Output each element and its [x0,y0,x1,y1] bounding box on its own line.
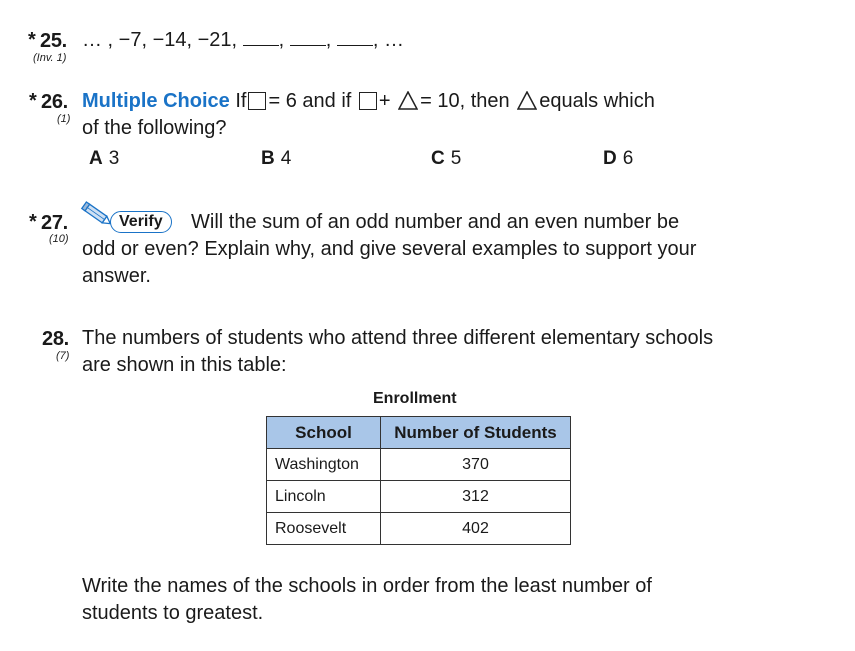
choice-value: 6 [622,148,634,169]
choice-letter: D [603,148,617,169]
square-shape [359,92,377,110]
problem-28-followup-line-2: students to greatest. [82,602,264,624]
problem-25-reference: (Inv. 1) [33,52,67,64]
answer-blank-3[interactable] [337,27,373,46]
sequence-ellipsis: … [384,29,405,51]
problem-25-sequence [82,27,404,54]
problem-25-number: 25. [40,30,67,52]
table-row [267,481,571,513]
header-school: School [267,417,381,449]
choice-b[interactable] [261,148,291,170]
problem-26-reference: (1) [57,113,71,125]
choice-c[interactable] [431,148,461,170]
choice-letter: B [261,148,275,169]
student-count: 312 [381,481,571,513]
triangle-shape [398,91,418,110]
school-name: Washington [267,449,381,481]
verify-badge: Verify [110,211,172,233]
problem-28-line-2: are shown in this table: [82,354,287,376]
school-name: Lincoln [267,481,381,513]
blank-separator: , [372,29,379,51]
choice-a[interactable] [89,148,119,170]
text-if: If [235,90,247,112]
triangle-shape [517,91,537,110]
school-name: Roosevelt [267,513,381,545]
problem-25-star: * [28,29,36,51]
header-number-of-students: Number of Students [381,417,571,449]
problem-27-line-3: answer. [82,265,151,287]
blank-separator: , [278,29,285,51]
problem-26-line-1 [82,88,655,115]
sequence-start: … , −7, −14, −21, [82,29,238,51]
choice-value: 3 [108,148,120,169]
text-plus: + [378,90,391,112]
problem-28-followup-line-1: Write the names of the schools in order from the least number of [82,575,652,597]
choice-value: 4 [280,148,292,169]
student-count: 402 [381,513,571,545]
text-equals-6: = 6 and if [268,90,352,112]
problem-27-line-2: odd or even? Explain why, and give several examples to support your [82,238,697,260]
problem-27-number: 27. [41,212,68,234]
problem-27-reference: (10) [49,233,69,245]
enrollment-table [266,416,571,545]
square-shape [248,92,266,110]
blank-separator: , [325,29,332,51]
table-row [267,449,571,481]
problem-28-number: 28. [42,328,69,350]
problem-27-line-1: Will the sum of an odd number and an even number be [191,211,680,233]
text-equals-10: = 10, then [420,90,510,112]
problem-27-star: * [29,211,37,233]
problem-26-line-2: of the following? [82,117,227,139]
table-caption: Enrollment [373,390,457,407]
problem-26-number: 26. [41,91,68,113]
choice-value: 5 [450,148,462,169]
problem-28-line-1: The numbers of students who attend three different elementary schools [82,327,714,349]
text-equals-which: equals which [539,90,655,112]
table-header-row [267,417,571,449]
answer-blank-1[interactable] [243,27,279,46]
choice-letter: C [431,148,445,169]
answer-blank-2[interactable] [290,27,326,46]
problem-28-reference: (7) [56,350,70,362]
table-row [267,513,571,545]
choice-d[interactable] [603,148,633,170]
choice-letter: A [89,148,103,169]
multiple-choice-label: Multiple Choice [82,90,230,112]
student-count: 370 [381,449,571,481]
problem-26-star: * [29,90,37,112]
